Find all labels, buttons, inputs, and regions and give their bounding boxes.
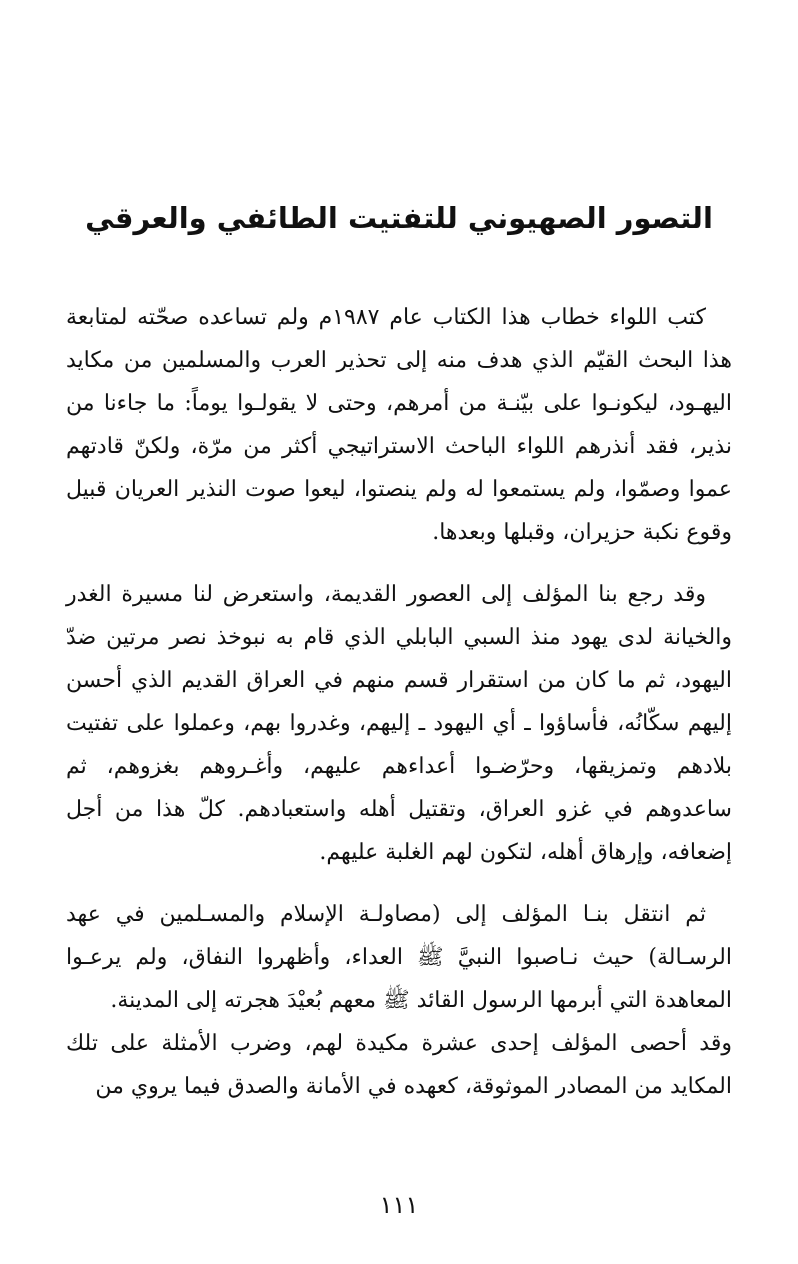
chapter-title: التصور الصهيوني للتفتيت الطائفي والعرقي — [85, 201, 713, 235]
paragraph-4: وقد أحصى المؤلف إحدى عشرة مكيدة لهم، وضرب الأمثلة على تلك المكايد من المصادر الموثوقة، كعهده في الأمانة والصدق فيما يروي من — [66, 1031, 732, 1099]
paragraph-3: ثم انتقل بنـا المؤلف إلى (مصاولـة الإسلام والمسـلمين في عهد الرسـالة) حيث نـاصبوا النبيَّ ﷺ العداء، وأظهروا النفاق، ولم يرعـوا المعاهدة التي أبرمها الرسول القائد ﷺ معهم بُعيْدَ هجرته إلى المدينة. — [66, 902, 732, 1013]
page-number: ١١١ — [379, 1191, 419, 1219]
paragraph-2: وقد رجع بنا المؤلف إلى العصور القديمة، واستعرض لنا مسيرة الغدر والخيانة لدى يهود منذ السبي البابلي الذي قام به نبوخذ نصر مرتين ضدّ اليهود، ثم ما كان من استقرار قسم منهم في العراق القديم الذي أحسن إليهم سكّانُه، فأساؤوا ـ أي اليهود ـ إليهم، وغدروا بهم، وعملوا على تفتيت بلادهم وتمزيقها، وحرّضـوا أعداءهم عليهم، وأغـروهم بغزوهم، ثم ساعدوهم في غزو العراق، وتقتيل أهله واستعبادهم. كلّ هذا من أجل إضعافه، وإرهاق أهله، لتكون لهم الغلبة عليهم. — [66, 582, 732, 865]
paragraph-1: كتب اللواء خطاب هذا الكتاب عام ١٩٨٧م ولم تساعده صحّته لمتابعة هذا البحث القيّم الذي هدف منه إلى تحذير العرب والمسلمين من مكايد اليهـود، ليكونـوا على بيّنـة من أمرهم، وحتى لا يقولـوا يوماً: ما جاءنا من نذير، فقد أنذرهم اللواء الباحث الاستراتيجي أكثر من مرّة، ولكنّ قادتهم عموا وصمّوا، ولم يستمعوا له ولم ينصتوا، ليعوا صوت النذير العريان قبيل وقوع نكبة حزيران، وقبلها وبعدها. — [66, 305, 732, 545]
body-text — [66, 296, 732, 1108]
